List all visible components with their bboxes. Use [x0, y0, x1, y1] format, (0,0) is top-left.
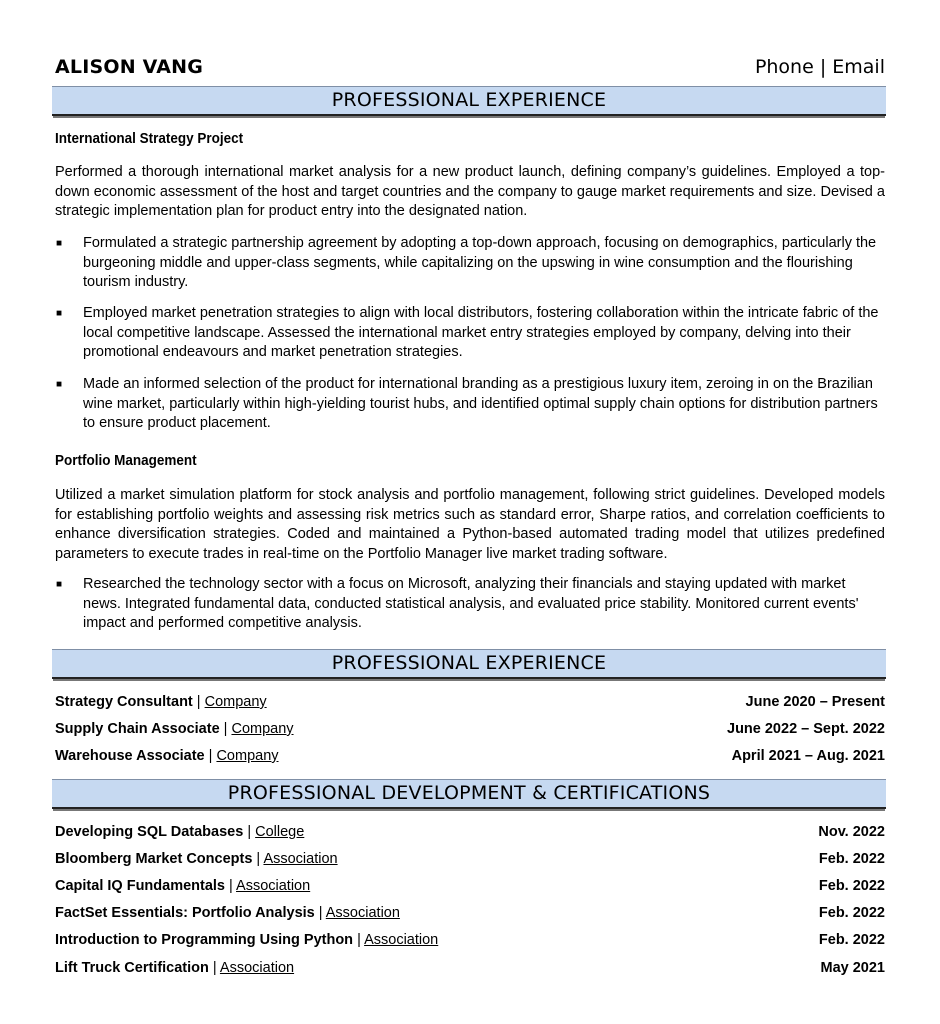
certification-name: FactSet Essentials: Portfolio Analysis [55, 905, 315, 921]
certification-row [55, 849, 885, 869]
issuer-link[interactable]: Association [364, 932, 439, 948]
experience-row [55, 692, 885, 712]
separator: | [219, 721, 232, 737]
job-title: Supply Chain Associate [55, 721, 220, 737]
bullet-text: Made an informed selection of the product for international branding as a prestigious luxury item, zeroing in on the Brazilian wine market, particularly within high-yielding tourist hubs, and identified optimal supply chain options for distribution partners to ensure product placement. [83, 376, 878, 431]
section-heading-experience: PROFESSIONAL EXPERIENCE [52, 649, 886, 679]
issuer-link[interactable]: Association [219, 960, 295, 976]
bullet-icon: ■ [56, 238, 63, 249]
bullet-text: Formulated a strategic partnership agreement by adopting a top-down approach, focusing on demographics, particularly the burgeoning middle and upper-class segments, while capitalizing on the upswing in wine consumption and the flourishing tourism industry. [83, 235, 877, 290]
certification-name: Introduction to Programming Using Python [55, 932, 354, 948]
certification-date: May 2021 [820, 960, 885, 976]
separator: | [243, 824, 256, 840]
certification-row [55, 958, 885, 978]
bullet-icon: ■ [56, 308, 63, 319]
certification-date: Feb. 2022 [818, 905, 885, 921]
job-title: Warehouse Associate [55, 748, 205, 764]
employer-link[interactable]: Company [204, 694, 267, 710]
project-title: Portfolio Management [55, 453, 197, 469]
certification-row [55, 876, 885, 896]
employer-link[interactable]: Company [231, 721, 294, 737]
project-summary: Performed a thorough international market analysis for a new product launch, defining company’s guidelines. Employed a top-down economic assessment of the host and target countries and the company to gauge market requirements and size. Devised a strategic implementation plan for product entry into the designated nation. [55, 164, 885, 219]
separator: | [192, 694, 205, 710]
separator: | [314, 905, 326, 921]
bullet-text: Researched the technology sector with a focus on Microsoft, analyzing their financials and staying updated with market news. Integrated fundamental data, conducted statistical analysis, and evaluated price stability. Monitored current events' impact and performed competitive analysis. [83, 576, 859, 631]
candidate-name: ALISON VANG [55, 56, 204, 78]
certification-name: Capital IQ Fundamentals [55, 878, 225, 894]
issuer-link[interactable]: Association [236, 878, 311, 894]
project-summary: Utilized a market simulation platform for stock analysis and portfolio management, following strict guidelines. Developed models for establishing portfolio weights and assessing risk metrics such as standard error, Sharpe ratios, and correlation coefficients to enhance diversification strategies. Coded and maintained a Python-based automated trading model that utilizes predefined parameters to execute trades in real-time on the Portfolio Manager live market trading software. [55, 487, 885, 562]
certification-name: Lift Truck Certification [55, 960, 209, 976]
separator: | [204, 748, 217, 764]
section-heading-certifications: PROFESSIONAL DEVELOPMENT & CERTIFICATIONS [52, 779, 886, 809]
certification-date: Nov. 2022 [818, 824, 885, 840]
employer-link[interactable]: Company [216, 748, 279, 764]
job-title: Strategy Consultant [55, 694, 193, 710]
certification-date: Feb. 2022 [818, 932, 885, 948]
separator: | [353, 932, 365, 948]
certification-row [55, 930, 885, 950]
issuer-link[interactable]: College [255, 824, 305, 840]
certification-row [55, 903, 885, 923]
job-dates: June 2020 – Present [745, 694, 885, 710]
issuer-link[interactable]: Association [263, 851, 338, 867]
separator: | [225, 878, 237, 894]
separator: | [252, 851, 264, 867]
bullet-icon: ■ [56, 579, 63, 590]
job-dates: June 2022 – Sept. 2022 [727, 721, 885, 737]
issuer-link[interactable]: Association [325, 905, 400, 921]
experience-row [55, 719, 885, 739]
bullet-icon: ■ [56, 379, 63, 390]
certification-row [55, 822, 885, 842]
contact-info: Phone | Email [754, 56, 885, 78]
project-title: International Strategy Project [55, 131, 244, 147]
certification-name: Developing SQL Databases [55, 824, 244, 840]
bullet-text: Employed market penetration strategies to align with local distributors, fostering collaboration within the intricate fabric of the local competitive landscape. Assessed the international market entry strategies employed by company, delving into their promotional endeavours and market penetration strategies. [83, 305, 879, 360]
certification-date: Feb. 2022 [818, 878, 885, 894]
certification-date: Feb. 2022 [818, 851, 885, 867]
experience-row [55, 746, 885, 766]
section-heading-projects: PROFESSIONAL EXPERIENCE [52, 86, 886, 116]
certification-name: Bloomberg Market Concepts [55, 851, 253, 867]
job-dates: April 2021 – Aug. 2021 [731, 748, 885, 764]
separator: | [208, 960, 220, 976]
